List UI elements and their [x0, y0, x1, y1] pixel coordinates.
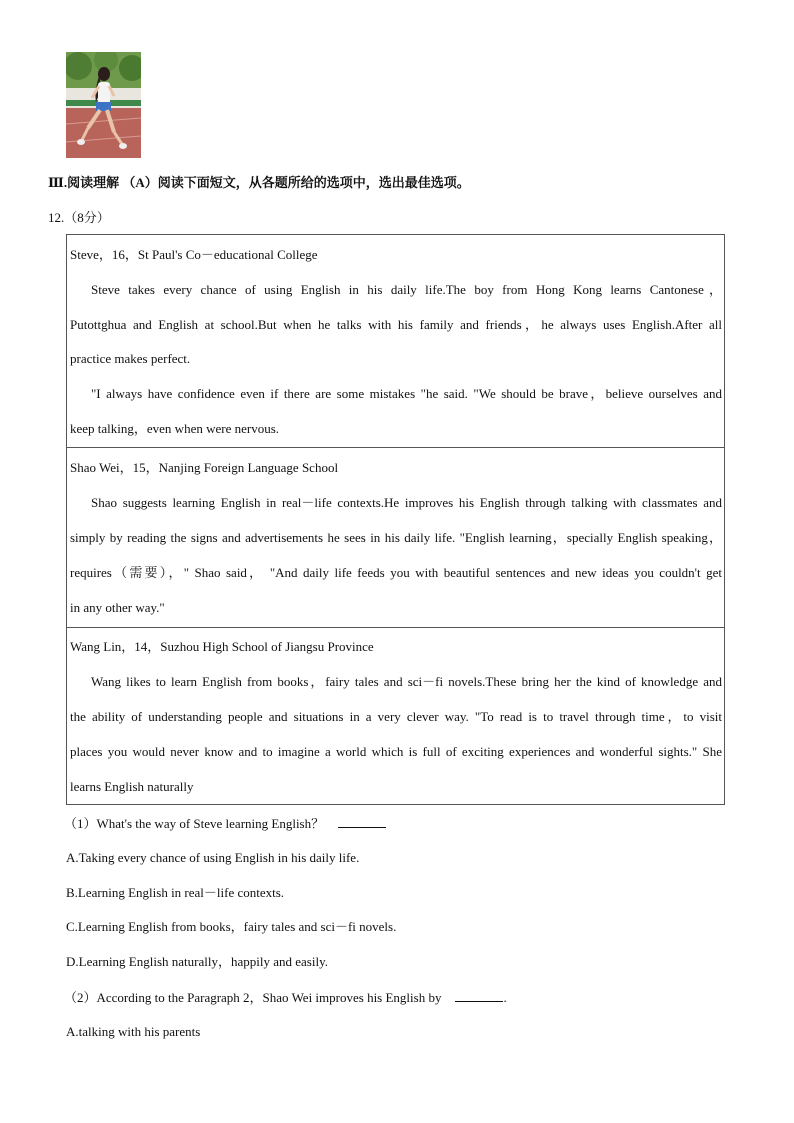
- passage-heading: Wang Lin，14，Suzhou High School of Jiangsu Province: [70, 639, 374, 654]
- passage-wang-lin: [67, 628, 724, 805]
- passage-line: Shao suggests learning English in real－life contexts.He improves his English through talking with classmates and: [91, 495, 722, 510]
- question-1-option-d[interactable]: D.Learning English naturally，happily and easily.: [66, 954, 328, 969]
- question-1-stem: [64, 815, 386, 832]
- passage-line: keep talking，even when were nervous.: [70, 421, 280, 436]
- passage-line: simply by reading the signs and advertisements he sees in his daily life. "English learning，specially English speaking，: [70, 530, 722, 545]
- question-number: 12.（8分）: [48, 210, 110, 225]
- passage-line: Putottghua and English at school.But when he talks with his family and friends，he always uses English.After all: [70, 317, 722, 332]
- passage-heading: Shao Wei，15，Nanjing Foreign Language School: [70, 460, 339, 475]
- question-2-option-a[interactable]: A.talking with his parents: [66, 1024, 201, 1039]
- passage-steve: [67, 235, 724, 448]
- passage-line: Wang likes to learn English from books，fairy tales and sci－fi novels.These bring her the kind of knowledge and: [91, 674, 722, 689]
- question-stem-text: （1）What's the way of Steve learning English？: [64, 816, 325, 831]
- passage-line: "I always have confidence even if there are some mistakes "he said. "We should be brave，believe ourselves and: [91, 386, 722, 401]
- question-1-option-b[interactable]: B.Learning English in real－life contexts.: [66, 885, 285, 900]
- question-stem-end: .: [503, 990, 507, 1005]
- passage-line: requires（需要），" Shao said， "And daily life feeds you with beautiful sentences and new ideas you couldn't get: [70, 565, 722, 580]
- passage-line: practice makes perfect.: [70, 351, 191, 366]
- passage-line: places you would never know and to imagine a world which is full of exciting experiences and wonderful sights." She: [70, 744, 722, 759]
- question-stem-text: （2）According to the Paragraph 2，Shao Wei improves his English by: [64, 990, 442, 1005]
- passage-line: learns English naturally: [70, 779, 194, 794]
- running-girl-photo: [66, 52, 141, 158]
- passage-line: Steve takes every chance of using English in his daily life.The boy from Hong Kong learns Cantonese，: [91, 282, 722, 297]
- passage-shao-wei: [67, 448, 724, 628]
- passage-line: in any other way.": [70, 600, 165, 615]
- passages-table: [66, 234, 725, 805]
- section-title: Ⅲ.阅读理解 （A）阅读下面短文，从各题所给的选项中，选出最佳选项。: [48, 175, 470, 190]
- question-1-option-c[interactable]: C.Learning English from books，fairy tales and sci－fi novels.: [66, 919, 397, 934]
- question-2-stem: [64, 989, 507, 1006]
- answer-blank[interactable]: [338, 815, 386, 828]
- passage-line: the ability of understanding people and situations in a very clever way. "To read is to travel through time，to visit: [70, 709, 722, 724]
- passage-heading: Steve，16，St Paul's Co－educational College: [70, 247, 318, 262]
- answer-blank[interactable]: [455, 989, 503, 1002]
- question-1-option-a[interactable]: A.Taking every chance of using English in his daily life.: [66, 850, 360, 865]
